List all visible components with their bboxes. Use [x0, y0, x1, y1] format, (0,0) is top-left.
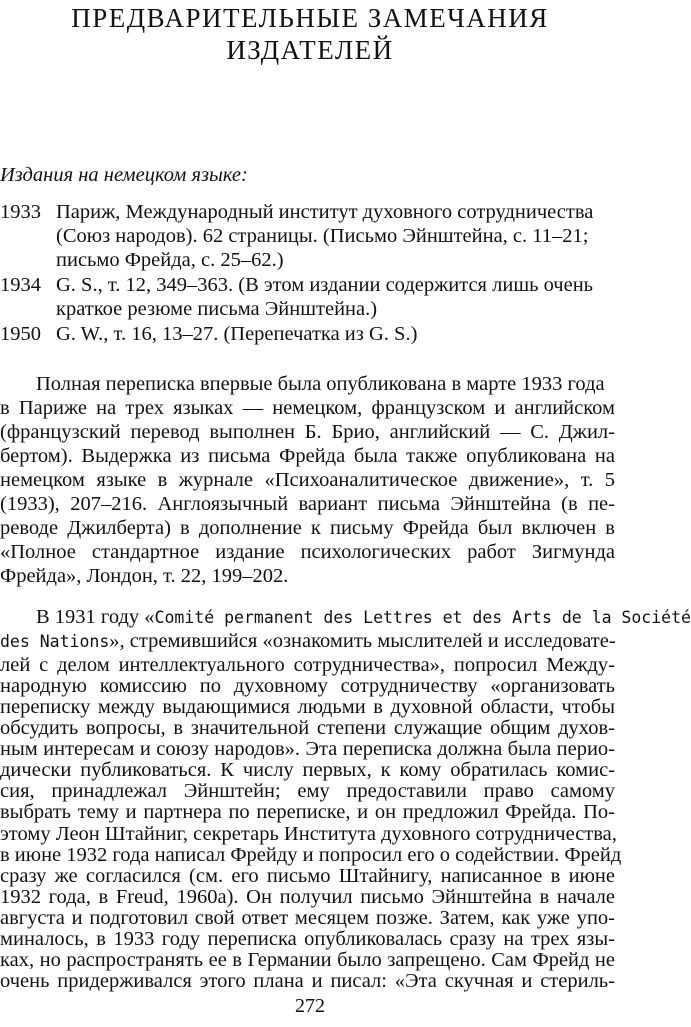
page-title-line-1: ПРЕДВАРИТЕЛЬНЫЕ ЗАМЕЧАНИЯ: [71, 3, 549, 33]
paragraph-2-line: [0, 629, 616, 654]
paragraph-2-line: [36, 605, 691, 630]
edition-text: письмо Фрейда, с. 25–62.): [56, 249, 284, 271]
page-number: 272: [295, 995, 325, 1017]
paragraph-2-text: », стремившийся «ознакомить мыслителей и исследовате-: [109, 630, 616, 652]
paragraph-1-line: (1933), 207–216. Англоязычный вариант письма Эйнштейна (в пе-: [0, 493, 615, 515]
paragraph-2-line: дически публиковаться. К числу первых, к кому обратилась комис-: [0, 759, 615, 782]
paragraph-1-line: (французский перевод выполнен Б. Брио, английский — С. Джил-: [0, 421, 615, 443]
paragraph-2-line: августа и подготовил свой ответ месяцем позже. Затем, как уже упо-: [0, 906, 615, 929]
page-title-line-2: ИЗДАТЕЛЕЙ: [226, 35, 394, 65]
paragraph-2-line: народную комиссию по духовному сотрудничеству «организовать: [0, 675, 615, 698]
paragraph-2-line: обсудить вопросы, в значительной степени служащие общим духов-: [0, 717, 615, 740]
paragraph-2-line: выбрать тему и партнера по переписке, и он предложил Фрейда. По-: [0, 801, 615, 824]
paragraph-1-line: «Полное стандартное издание психологических работ Зигмунда: [0, 541, 615, 563]
paragraph-2-line: миналось, в 1933 году переписка опубликовалась сразу на трех язы-: [0, 927, 615, 950]
paragraph-2-line: ках, но распространять ее в Германии было запрещено. Сам Фрейд не: [0, 948, 615, 971]
edition-entry-1933: [0, 200, 593, 224]
editions-label: Издания на немецком языке:: [0, 164, 248, 186]
edition-year: 1950: [0, 323, 41, 345]
edition-year: 1934: [0, 274, 41, 296]
paragraph-1-line: в Париже на трех языках — немецком, французском и английском: [0, 397, 615, 419]
edition-entry-1950: [0, 322, 417, 346]
edition-text: G. S., т. 12, 349–363. (В этом издании содержится лишь очень: [56, 274, 594, 296]
paragraph-1-line: Полная переписка впервые была опубликована в марте 1933 года: [36, 373, 605, 395]
edition-text: краткое резюме письма Эйнштейна.): [56, 298, 378, 320]
edition-text: G. W., т. 16, 13–27. (Перепечатка из G. S.): [56, 323, 418, 345]
paragraph-2-line: очень придерживался этого плана и писал: «Эта скучная и стериль-: [0, 969, 615, 992]
edition-text: Париж, Международный институт духовного сотрудничества: [56, 201, 594, 223]
paragraph-1-line: немецком языке в журнале «Психоаналитическое движение», т. 5: [0, 469, 615, 491]
committee-name: Comité permanent des Lettres et des Arts de la Société: [154, 608, 691, 627]
paragraph-2-line: лей с делом интеллектуального сотрудничества», попросил Между-: [0, 654, 615, 676]
edition-year: 1933: [0, 201, 41, 223]
paragraph-2-prefix: В 1931 году «: [36, 606, 155, 628]
paragraph-2-line: сия, принадлежал Эйнштейн; ему предоставили право самому: [0, 780, 615, 803]
edition-entry-1934: [0, 273, 593, 297]
paragraph-2-line: ным интересам и союзу народов». Эта переписка должна была перио-: [0, 738, 615, 761]
paragraph-1-line: бертом). Выдержка из письма Фрейда была также опубликована на: [0, 445, 615, 467]
committee-name-end: des Nations: [0, 632, 110, 651]
paragraph-1-line: Фрейда», Лондон, т. 22, 199–202.: [0, 565, 289, 587]
paragraph-2-line: в июне 1932 года написал Фрейду и попросил его о содействии. Фрейд: [0, 843, 622, 866]
edition-text: (Союз народов). 62 страницы. (Письмо Эйнштейна, с. 11–21;: [56, 225, 589, 247]
paragraph-1-line: реводе Джилберта) в дополнение к письму Фрейда был включен в: [0, 517, 615, 539]
paragraph-2-line: этому Леон Штайниг, секретарь Института духовного сотрудничества,: [0, 822, 617, 845]
paragraph-2-line: 1932 года, в Freud, 1960a). Он получил письмо Эйнштейна в начале: [0, 885, 615, 908]
paragraph-2-line: сразу же согласился (см. его письмо Штайнигу, написанное в июне: [0, 864, 615, 887]
paragraph-2-line: переписку между выдающимися людьми в духовной области, чтобы: [0, 696, 615, 719]
